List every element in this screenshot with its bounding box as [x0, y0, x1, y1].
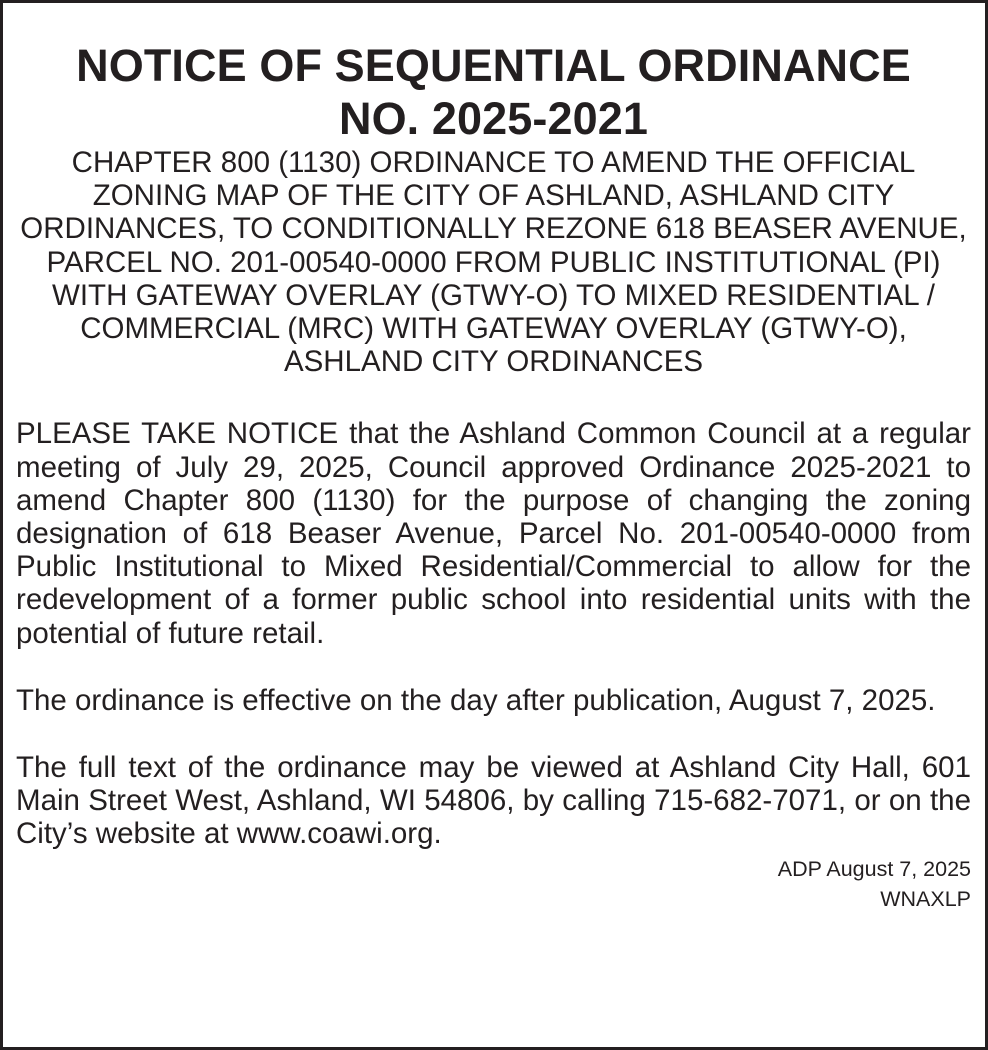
subtitle-tail: ASHLAND CITY ORDINANCES — [283, 345, 704, 379]
full-text-paragraph: The full text of the ordinance may be viewed at Ashland City Hall, 601 Main Street West, Ashland, WI 54806, by calling 715-682-7071, or on the City’s website at www.coawi.org. — [16, 751, 971, 851]
title-line-1: NOTICE OF SEQUENTIAL ORDINANCE — [76, 40, 911, 91]
notice-title — [16, 39, 971, 145]
ordinance-subtitle — [16, 146, 971, 378]
title-line-2: NO. 2025-2021 — [338, 93, 648, 144]
subtitle-main: CHAPTER 800 (1130) ORDINANCE TO AMEND THE OFFICIAL ZONING MAP OF THE CITY OF ASHLAND, ASHLAND CITY ORDINANCES, TO CONDITIONALLY REZONE 618 BEASER AVENUE, PARCEL NO. 201-00540-0000 FROM PUBLIC INSTITUTIONAL (PI) WITH GATEWAY OVERLAY (GTWY-O) TO MIXED RESIDENTIAL / COMMERCIAL (MRC) WITH GATEWAY OVERLAY (GTWY-O), — [20, 146, 967, 346]
publication-date: ADP August 7, 2025 — [777, 856, 971, 881]
effective-date-paragraph: The ordinance is effective on the day after publication, August 7, 2025. — [16, 683, 936, 717]
publication-code: WNAXLP — [880, 887, 971, 912]
publication-footer — [16, 854, 971, 915]
notice-paragraph: PLEASE TAKE NOTICE that the Ashland Common Council at a regular meeting of July 29, 2025, Council approved Ordinance 2025-2021 to amend Chapter 800 (1130) for the purpose of changing the zoning designation of 618 Beaser Avenue, Parcel No. 201-00540-0000 from Public Institutional to Mixed Residential/Commercial to allow for the redevelopment of a former public school into residential units with the potential of future retail. — [16, 417, 971, 650]
